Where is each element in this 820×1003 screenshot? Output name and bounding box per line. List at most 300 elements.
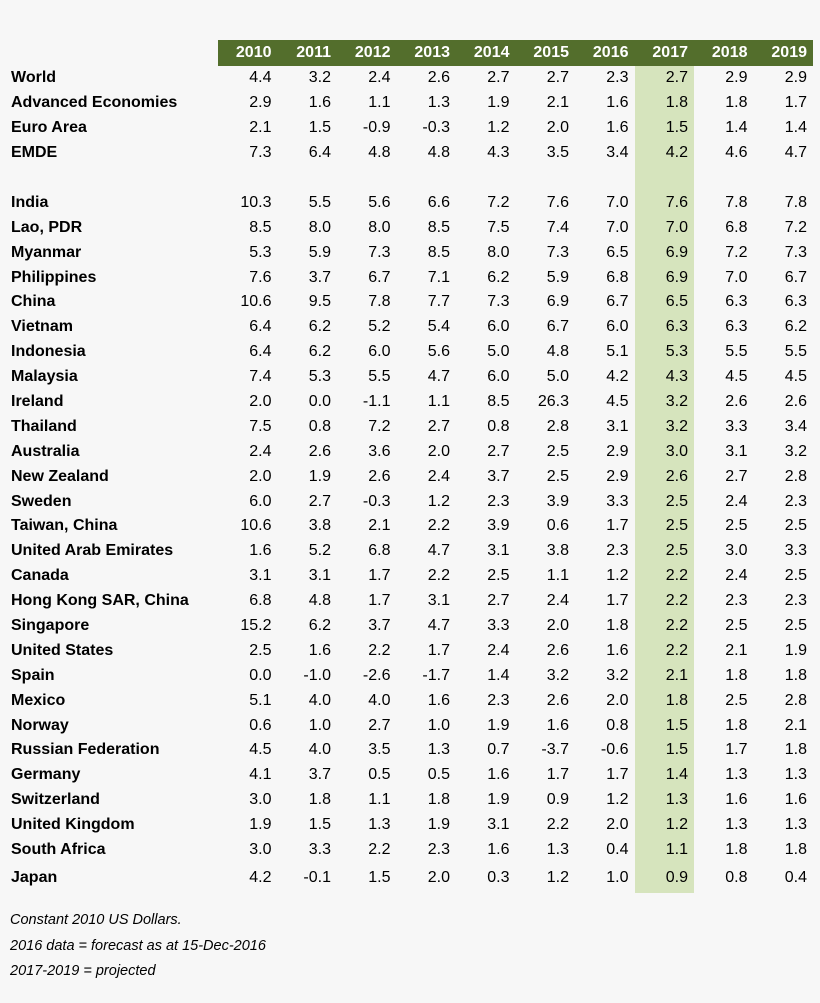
growth-value: 2.0 — [427, 442, 450, 460]
growth-value: -0.3 — [362, 492, 391, 510]
growth-value: 1.9 — [427, 816, 450, 834]
growth-value: 1.9 — [249, 816, 272, 834]
growth-value: 4.0 — [308, 691, 331, 709]
growth-value: 1.2 — [606, 791, 629, 809]
growth-value: 1.8 — [635, 688, 695, 713]
growth-value: 2.7 — [487, 592, 510, 610]
growth-value: 4.8 — [308, 592, 331, 610]
growth-value: 0.5 — [368, 766, 391, 784]
growth-value: 6.8 — [606, 268, 629, 286]
growth-value: 7.3 — [546, 243, 569, 261]
growth-value: 2.5 — [546, 442, 569, 460]
country-name: Canada — [11, 567, 69, 585]
growth-value: 1.7 — [368, 567, 391, 585]
table-row — [8, 713, 813, 738]
growth-value: 9.5 — [308, 293, 331, 311]
growth-value: 1.8 — [606, 617, 629, 635]
growth-value: 3.2 — [546, 666, 569, 684]
growth-value: 7.4 — [249, 368, 272, 386]
table-row — [8, 539, 813, 564]
growth-value: 4.5 — [249, 741, 272, 759]
growth-value: 6.9 — [635, 265, 695, 290]
table-row — [8, 663, 813, 688]
growth-value: 7.8 — [784, 193, 807, 211]
growth-value: 7.3 — [368, 243, 391, 261]
table-row — [8, 240, 813, 265]
table-row — [8, 589, 813, 614]
growth-value: 4.1 — [249, 766, 272, 784]
growth-value: 7.6 — [546, 193, 569, 211]
year-header: 2012 — [337, 40, 397, 66]
growth-value: 5.0 — [546, 368, 569, 386]
growth-value: 1.7 — [725, 741, 748, 759]
growth-value: 4.8 — [368, 144, 391, 162]
growth-value: 2.8 — [784, 691, 807, 709]
growth-value: 6.7 — [784, 268, 807, 286]
growth-value: 2.5 — [249, 641, 272, 659]
growth-value: 1.8 — [725, 716, 748, 734]
growth-value: 5.9 — [546, 268, 569, 286]
table-row — [8, 813, 813, 838]
growth-value: 2.4 — [249, 442, 272, 460]
growth-value: -2.6 — [362, 666, 391, 684]
year-header: 2013 — [397, 40, 457, 66]
growth-value: 7.1 — [427, 268, 450, 286]
growth-value: 1.8 — [725, 94, 748, 112]
growth-value: 2.5 — [725, 517, 748, 535]
country-name: Lao, PDR — [11, 218, 83, 236]
growth-value: 1.2 — [427, 492, 450, 510]
growth-value: 0.4 — [606, 841, 629, 859]
growth-value: 4.2 — [606, 368, 629, 386]
growth-value: 3.9 — [546, 492, 569, 510]
growth-value: 2.7 — [487, 442, 510, 460]
growth-value: 6.3 — [725, 293, 748, 311]
growth-value: 6.2 — [308, 343, 331, 361]
growth-value: 1.7 — [606, 766, 629, 784]
growth-value: 1.3 — [427, 741, 450, 759]
country-name: Thailand — [11, 417, 77, 435]
growth-value: 7.0 — [606, 218, 629, 236]
growth-value: 7.2 — [784, 218, 807, 236]
growth-value: 2.7 — [635, 66, 695, 91]
growth-value: 1.6 — [487, 766, 510, 784]
growth-value: 3.3 — [606, 492, 629, 510]
growth-value: 6.7 — [606, 293, 629, 311]
growth-value: 6.0 — [249, 492, 272, 510]
year-header: 2010 — [218, 40, 278, 66]
table-row — [8, 340, 813, 365]
growth-value: 2.4 — [725, 567, 748, 585]
country-name: India — [11, 193, 49, 211]
growth-value: 5.9 — [308, 243, 331, 261]
country-name: Germany — [11, 766, 81, 784]
growth-value: 3.0 — [249, 791, 272, 809]
growth-value: 26.3 — [537, 393, 569, 411]
growth-value: 7.5 — [487, 218, 510, 236]
growth-value: 5.6 — [427, 343, 450, 361]
country-name: Vietnam — [11, 318, 73, 336]
growth-value: 6.0 — [606, 318, 629, 336]
growth-value: 0.8 — [308, 417, 331, 435]
country-name: Japan — [11, 868, 58, 886]
growth-value: 3.8 — [546, 542, 569, 560]
country-name: Norway — [11, 716, 69, 734]
growth-value: 2.1 — [249, 119, 272, 137]
growth-value: 6.6 — [427, 193, 450, 211]
growth-value: 3.7 — [487, 467, 510, 485]
growth-value: 2.6 — [546, 641, 569, 659]
growth-value: 1.6 — [606, 641, 629, 659]
table-row — [8, 838, 813, 863]
growth-value: 5.1 — [249, 691, 272, 709]
growth-value: 4.2 — [249, 868, 272, 886]
table-row — [8, 365, 813, 390]
growth-value: 4.3 — [487, 144, 510, 162]
growth-value: 1.5 — [368, 868, 391, 886]
table-header-row — [8, 40, 813, 66]
growth-value: 0.6 — [249, 716, 272, 734]
table-row — [8, 464, 813, 489]
growth-value: 6.8 — [249, 592, 272, 610]
growth-value: 2.9 — [249, 94, 272, 112]
growth-value: 1.9 — [487, 791, 510, 809]
growth-value: 6.2 — [784, 318, 807, 336]
growth-value: 8.0 — [368, 218, 391, 236]
country-name: World — [11, 69, 57, 87]
table-row — [8, 91, 813, 116]
growth-value: 2.3 — [487, 492, 510, 510]
growth-value: 1.0 — [606, 868, 629, 886]
year-header: 2014 — [456, 40, 516, 66]
growth-value: 5.1 — [606, 343, 629, 361]
table-row — [8, 688, 813, 713]
growth-value: 1.0 — [308, 716, 331, 734]
growth-value: 7.8 — [725, 193, 748, 211]
country-name: Ireland — [11, 393, 64, 411]
growth-value: 1.8 — [725, 666, 748, 684]
growth-value: 0.9 — [546, 791, 569, 809]
growth-value: 2.6 — [784, 393, 807, 411]
country-name: Mexico — [11, 691, 66, 709]
growth-value: 6.9 — [635, 240, 695, 265]
growth-value: 2.1 — [546, 94, 569, 112]
growth-value: 2.5 — [635, 539, 695, 564]
growth-value: 2.6 — [427, 69, 450, 87]
growth-value: 2.0 — [546, 119, 569, 137]
growth-value: 1.4 — [784, 119, 807, 137]
country-name: Switzerland — [11, 791, 100, 809]
table-row — [8, 489, 813, 514]
growth-value: 2.4 — [725, 492, 748, 510]
growth-value: 6.9 — [546, 293, 569, 311]
growth-value: 1.6 — [784, 791, 807, 809]
growth-value: 2.7 — [368, 716, 391, 734]
growth-value: 2.9 — [606, 442, 629, 460]
growth-value: 7.0 — [606, 193, 629, 211]
growth-value: 3.2 — [308, 69, 331, 87]
growth-value: 5.5 — [368, 368, 391, 386]
growth-value: 6.5 — [606, 243, 629, 261]
footnote-currency: Constant 2010 US Dollars. — [10, 912, 182, 928]
growth-value: 7.8 — [368, 293, 391, 311]
country-name: Singapore — [11, 617, 90, 635]
growth-value: 1.1 — [635, 838, 695, 863]
growth-value: -0.9 — [362, 119, 391, 137]
growth-value: 1.4 — [487, 666, 510, 684]
growth-value: 2.6 — [725, 393, 748, 411]
table-row — [8, 265, 813, 290]
growth-value: 3.1 — [249, 567, 272, 585]
growth-value: 2.8 — [784, 467, 807, 485]
growth-value: 7.7 — [427, 293, 450, 311]
year-header: 2019 — [754, 40, 814, 66]
growth-value: 2.7 — [725, 467, 748, 485]
growth-value: 2.2 — [427, 517, 450, 535]
growth-value: 1.5 — [635, 713, 695, 738]
table-row — [8, 390, 813, 415]
growth-value: 6.8 — [725, 218, 748, 236]
growth-value: 4.8 — [546, 343, 569, 361]
growth-value: 1.8 — [784, 741, 807, 759]
growth-value: 4.8 — [427, 144, 450, 162]
growth-value: 2.8 — [546, 417, 569, 435]
growth-value: 3.3 — [308, 841, 331, 859]
growth-value: 7.3 — [784, 243, 807, 261]
growth-value: 3.7 — [308, 268, 331, 286]
growth-value: 2.7 — [308, 492, 331, 510]
growth-value: 0.4 — [784, 868, 807, 886]
growth-value: 1.5 — [308, 119, 331, 137]
growth-value: 5.4 — [427, 318, 450, 336]
growth-value: 2.2 — [368, 641, 391, 659]
growth-value: 0.5 — [427, 766, 450, 784]
growth-value: 2.1 — [368, 517, 391, 535]
growth-value: 3.2 — [635, 390, 695, 415]
country-name: Advanced Economies — [11, 94, 178, 112]
growth-value: 3.5 — [546, 144, 569, 162]
growth-value: 4.7 — [427, 617, 450, 635]
growth-value: 6.3 — [725, 318, 748, 336]
growth-value: 1.8 — [635, 91, 695, 116]
growth-value: 0.0 — [308, 393, 331, 411]
year-header: 2011 — [278, 40, 338, 66]
growth-value: 6.2 — [487, 268, 510, 286]
growth-value: 1.3 — [427, 94, 450, 112]
growth-value: 3.3 — [784, 542, 807, 560]
group-spacer-row — [8, 166, 813, 191]
table-row — [8, 614, 813, 639]
growth-value: 2.4 — [368, 69, 391, 87]
growth-value: 6.7 — [546, 318, 569, 336]
growth-value: 5.3 — [635, 340, 695, 365]
country-name: Myanmar — [11, 243, 82, 261]
growth-value: 1.8 — [725, 841, 748, 859]
growth-value: 2.5 — [784, 617, 807, 635]
growth-value: 8.0 — [487, 243, 510, 261]
growth-value: 7.2 — [725, 243, 748, 261]
growth-value: 1.5 — [635, 738, 695, 763]
growth-value: 0.7 — [487, 741, 510, 759]
growth-value: 3.2 — [635, 414, 695, 439]
gdp-growth-table — [8, 40, 813, 893]
growth-value: 4.7 — [784, 144, 807, 162]
growth-value: 1.6 — [725, 791, 748, 809]
growth-value: 4.0 — [308, 741, 331, 759]
growth-value: 1.7 — [368, 592, 391, 610]
growth-value: 10.6 — [240, 517, 272, 535]
growth-value: 1.2 — [487, 119, 510, 137]
growth-value: 1.3 — [784, 766, 807, 784]
growth-value: 2.0 — [427, 868, 450, 886]
growth-value: 6.4 — [249, 318, 272, 336]
growth-value: 2.7 — [546, 69, 569, 87]
growth-value: 8.5 — [487, 393, 510, 411]
growth-value: 2.9 — [784, 69, 807, 87]
growth-value: 3.6 — [368, 442, 391, 460]
growth-value: 6.2 — [308, 318, 331, 336]
table-body — [8, 66, 813, 893]
growth-value: 1.1 — [427, 393, 450, 411]
growth-value: 5.5 — [308, 193, 331, 211]
growth-value: 1.1 — [368, 94, 391, 112]
growth-value: 6.3 — [635, 315, 695, 340]
growth-value: 3.1 — [606, 417, 629, 435]
year-header: 2017 — [635, 40, 695, 66]
table-row — [8, 514, 813, 539]
growth-value: 2.5 — [784, 567, 807, 585]
growth-value: 1.8 — [784, 841, 807, 859]
growth-value: 2.5 — [487, 567, 510, 585]
growth-value: 1.3 — [546, 841, 569, 859]
growth-value: 3.5 — [368, 741, 391, 759]
growth-value: 3.3 — [487, 617, 510, 635]
table-row — [8, 290, 813, 315]
growth-value: 1.3 — [635, 788, 695, 813]
growth-value: 0.3 — [487, 868, 510, 886]
growth-value: 1.6 — [546, 716, 569, 734]
growth-value: 1.3 — [368, 816, 391, 834]
growth-value: 6.0 — [487, 368, 510, 386]
country-name: Taiwan, China — [11, 517, 118, 535]
growth-value: 2.2 — [427, 567, 450, 585]
growth-value: 1.7 — [427, 641, 450, 659]
growth-value: 1.6 — [308, 641, 331, 659]
growth-value: 8.5 — [427, 243, 450, 261]
growth-value: 5.5 — [784, 343, 807, 361]
growth-value: 7.3 — [249, 144, 272, 162]
growth-value: -0.6 — [600, 741, 629, 759]
growth-value: 2.3 — [784, 592, 807, 610]
growth-value: 2.2 — [368, 841, 391, 859]
growth-value: 1.8 — [427, 791, 450, 809]
table-row — [8, 863, 813, 893]
growth-value: 8.0 — [308, 218, 331, 236]
growth-value: -1.0 — [303, 666, 331, 684]
growth-value: 2.3 — [725, 592, 748, 610]
country-name: United States — [11, 641, 114, 659]
growth-value: 2.0 — [606, 691, 629, 709]
growth-value: 7.0 — [635, 215, 695, 240]
growth-value: 0.9 — [635, 863, 695, 893]
growth-value: 5.2 — [368, 318, 391, 336]
growth-value: 4.0 — [368, 691, 391, 709]
growth-value: 1.1 — [546, 567, 569, 585]
growth-value: 6.5 — [635, 290, 695, 315]
growth-value: -0.3 — [422, 119, 450, 137]
footnote-forecast: 2016 data = forecast as at 15-Dec-2016 — [10, 937, 266, 954]
growth-value: 3.1 — [427, 592, 450, 610]
growth-value: 2.4 — [546, 592, 569, 610]
growth-value: 5.0 — [487, 343, 510, 361]
growth-value: 1.6 — [308, 94, 331, 112]
growth-value: 7.2 — [487, 193, 510, 211]
growth-value: 3.1 — [487, 816, 510, 834]
growth-value: 1.3 — [725, 766, 748, 784]
growth-value: 2.0 — [249, 393, 272, 411]
growth-value: 1.6 — [606, 94, 629, 112]
growth-value: 4.2 — [635, 141, 695, 166]
growth-value: 6.0 — [487, 318, 510, 336]
country-name: Malaysia — [11, 368, 78, 386]
table-row — [8, 315, 813, 340]
growth-value: 6.8 — [368, 542, 391, 560]
country-name: Russian Federation — [11, 741, 160, 759]
growth-value: 1.9 — [784, 641, 807, 659]
growth-value: 2.4 — [487, 641, 510, 659]
growth-value: -1.1 — [362, 393, 391, 411]
growth-value: 1.4 — [725, 119, 748, 137]
growth-value: 1.6 — [249, 542, 272, 560]
growth-value: 0.0 — [249, 666, 272, 684]
growth-value: 7.5 — [249, 417, 272, 435]
year-header: 2018 — [694, 40, 754, 66]
growth-value: 5.6 — [368, 193, 391, 211]
growth-value: 3.7 — [368, 617, 391, 635]
header-corner — [8, 40, 218, 66]
growth-value: 4.7 — [427, 542, 450, 560]
growth-value: 3.0 — [635, 439, 695, 464]
country-name: Australia — [11, 442, 80, 460]
growth-value: 1.8 — [784, 666, 807, 684]
growth-value: 7.0 — [725, 268, 748, 286]
growth-value: 5.3 — [308, 368, 331, 386]
growth-value: 7.6 — [635, 190, 695, 215]
growth-value: 1.7 — [606, 517, 629, 535]
growth-value: 2.5 — [635, 514, 695, 539]
growth-value: 2.1 — [635, 663, 695, 688]
growth-value: 2.7 — [487, 69, 510, 87]
table-row — [8, 141, 813, 166]
growth-value: 6.7 — [368, 268, 391, 286]
table-row — [8, 439, 813, 464]
growth-value: 5.2 — [308, 542, 331, 560]
country-name: Spain — [11, 666, 55, 684]
growth-value: 10.3 — [240, 193, 272, 211]
growth-value: 1.9 — [308, 467, 331, 485]
growth-value: 3.0 — [725, 542, 748, 560]
growth-value: 1.5 — [635, 116, 695, 141]
growth-value: 1.6 — [427, 691, 450, 709]
growth-value: 1.1 — [368, 791, 391, 809]
growth-value: 3.4 — [606, 144, 629, 162]
growth-value: 4.5 — [606, 393, 629, 411]
growth-value: 7.6 — [249, 268, 272, 286]
table-row — [8, 788, 813, 813]
growth-value: 3.9 — [487, 517, 510, 535]
growth-value: 1.4 — [635, 763, 695, 788]
growth-value: -1.7 — [422, 666, 450, 684]
